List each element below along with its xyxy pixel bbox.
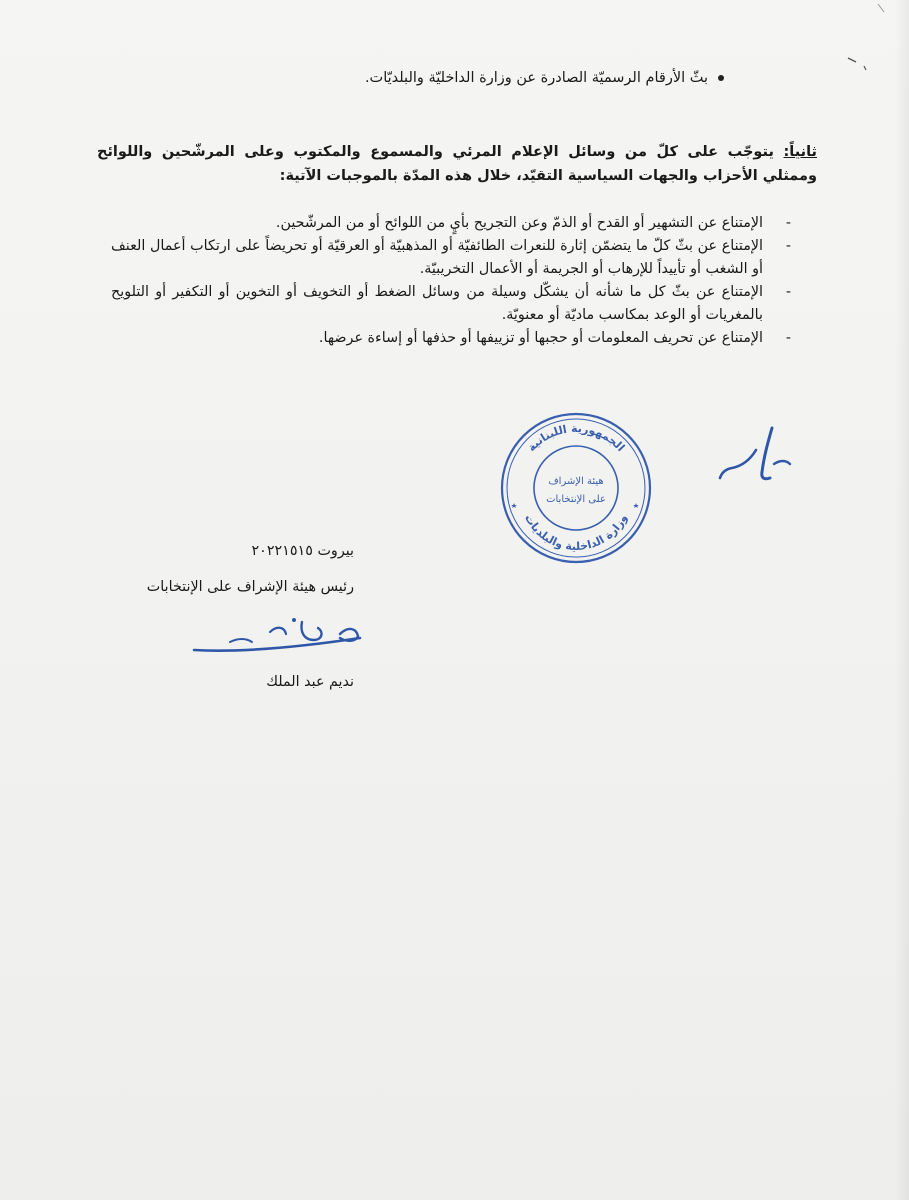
place-date: بيروت ٢٠٢٢١٥١٥	[251, 543, 354, 559]
list-dash: -	[785, 284, 791, 300]
list-item	[111, 281, 791, 327]
scan-mark	[848, 58, 856, 62]
handwritten-signature	[190, 612, 370, 660]
list-item	[111, 235, 791, 281]
list-dash: -	[785, 238, 791, 254]
stamp-inner-line-2: على الإنتخابات	[546, 494, 606, 505]
obligation-text: الإمتناع عن التشهير أو القدح أو الذمّ وعن التجريح بأيٍ من اللوائح أو من المرشّحين.	[275, 215, 763, 231]
list-dash: -	[785, 215, 791, 231]
obligations-list	[111, 212, 791, 350]
signature-stroke	[270, 628, 286, 634]
signature-stroke	[194, 638, 360, 651]
signature-block	[134, 540, 354, 598]
list-dash: -	[785, 330, 791, 346]
signatory-name: نديم عبد الملك	[266, 674, 354, 690]
stamp-inner-line-1: هيئة الإشراف	[548, 476, 604, 487]
stamp-outer-ring	[502, 414, 650, 562]
section-two-text: يتوجّب على كلّ من وسائل الإعلام المرئي والمسموع والمكتوب وعلى المرشّحين واللوائح وممثلي الأحزاب والجهات السياسية التقيّد، خلال هذه المدّة بالموجبات الآتية:	[97, 144, 817, 184]
signature-stroke	[302, 622, 322, 640]
stamp-star-icon	[511, 503, 517, 508]
official-stamp	[496, 410, 656, 566]
initials-stroke	[720, 450, 756, 478]
intro-bullet	[224, 70, 724, 86]
list-item	[111, 327, 791, 350]
stamp-outer-top-text: الجمهورية اللبنانية	[524, 421, 628, 455]
stamp-outer-bottom-text: وزارة الداخلية والبلديات	[522, 511, 630, 554]
stamp-outer-ring-inner	[507, 419, 645, 557]
signature-stroke	[230, 639, 252, 642]
section-two-lead: ثانياً:	[783, 144, 817, 160]
obligation-text: الإمتناع عن بثّ كلّ ما يتضمّن إثارة للنعرات الطائفيّة أو المذهبيّة أو العرقيّة أو تحريضاً على ارتكاب أعمال العنف أو الشغب أو تأييداً للإرهاب أو الجريمة أو الأعمال التخريبيّة.	[111, 238, 763, 277]
stamp-star-icon	[633, 503, 639, 508]
bullet-dot	[718, 75, 724, 81]
list-item	[111, 212, 791, 235]
initials-stroke	[762, 428, 772, 479]
scan-mark	[864, 66, 866, 70]
signature-dot	[292, 618, 296, 622]
initials-stroke	[774, 461, 790, 464]
signatory-title: رئيس هيئة الإشراف على الإنتخابات	[146, 579, 354, 595]
stamp-inner-ring	[534, 446, 618, 530]
initials-signature	[712, 420, 798, 490]
scan-mark	[878, 4, 884, 12]
section-two-heading	[97, 140, 817, 188]
obligation-text: الإمتناع عن بثّ كل ما شأنه أن يشكّل وسيلة من وسائل الضغط أو التخويف أو التخوين أو التكفير أو التلويح بالمغريات أو الوعد بمكاسب ماديّة أو معنويّة.	[111, 284, 763, 323]
intro-bullet-text: بثّ الأرقام الرسميّة الصادرة عن وزارة الداخليّة والبلديّات.	[364, 70, 708, 86]
obligation-text: الإمتناع عن تحريف المعلومات أو حجبها أو تزييفها أو حذفها أو إساءة عرضها.	[318, 330, 763, 346]
